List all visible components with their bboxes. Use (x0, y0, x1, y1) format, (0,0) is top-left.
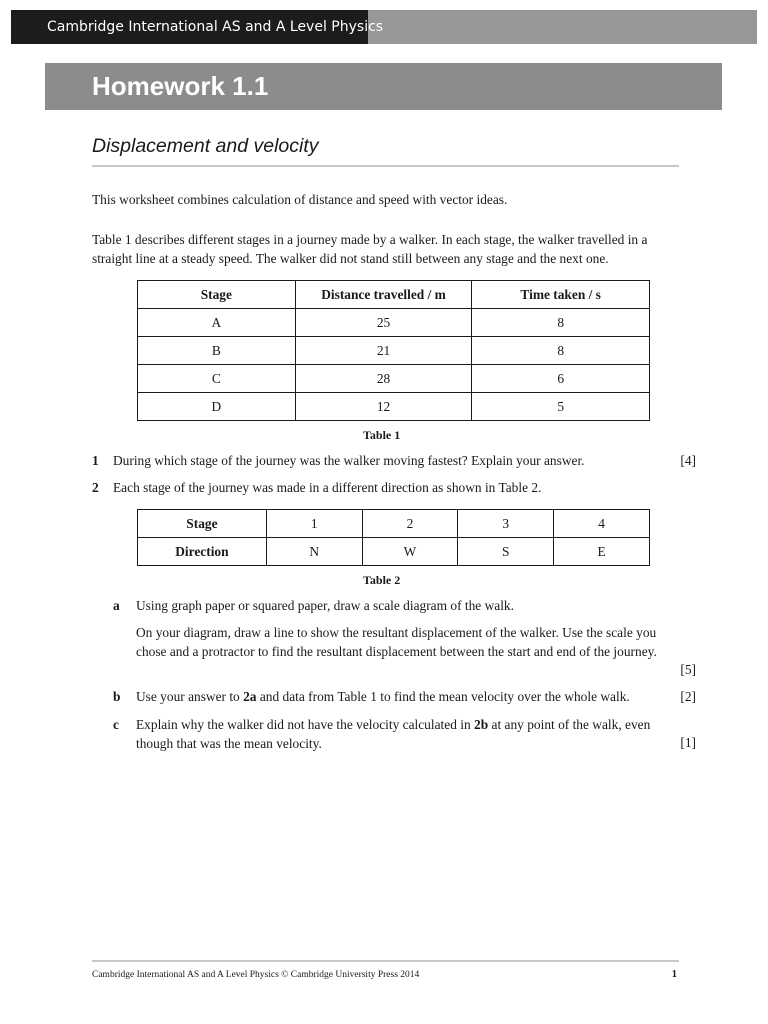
table-1-header-distance: Distance travelled / m (295, 281, 472, 309)
question-2-text: Each stage of the journey was made in a different direction as shown in Table 2. (113, 480, 542, 495)
question-2b-text (136, 688, 666, 707)
question-2b-text-pre: Use your answer to (136, 689, 244, 704)
table-cell: 12 (295, 393, 472, 421)
intro-paragraph-1: This worksheet combines calculation of distance and speed with vector ideas. (92, 192, 508, 207)
table-row (138, 337, 650, 365)
table-1-header-stage: Stage (138, 281, 296, 309)
table-cell: 21 (295, 337, 472, 365)
table-cell: W (362, 538, 458, 566)
table-2-stage-row (138, 510, 650, 538)
table-1-header-time: Time taken / s (472, 281, 650, 309)
footer-copyright: Cambridge International AS and A Level Physics © Cambridge University Press 2014 (92, 970, 420, 980)
page-title: Homework 1.1 (45, 63, 722, 110)
table-2-direction-label: Direction (138, 538, 267, 566)
table-row (138, 309, 650, 337)
table-cell: 28 (295, 365, 472, 393)
footer-divider (92, 960, 679, 962)
question-1-text: During which stage of the journey was the walker moving fastest? Explain your answer. (113, 453, 585, 468)
table-cell: 2 (362, 510, 458, 538)
question-2c-letter: c (113, 717, 119, 732)
question-2a-text-2: On your diagram, draw a line to show the resultant displacement of the walker. Use the scale you chose and a protractor to find the resultant displacement between the start and end of the journey. (136, 625, 657, 659)
table-1-caption: Table 1 (363, 428, 401, 442)
question-2c-text-pre: Explain why the walker did not have the velocity calculated in (136, 717, 475, 732)
table-cell: D (138, 393, 296, 421)
table-2-stage-label: Stage (138, 510, 267, 538)
page-number: 1 (671, 969, 677, 980)
question-2b-ref: 2a (243, 689, 257, 704)
question-2-number: 2 (92, 480, 99, 495)
table-cell: 5 (472, 393, 650, 421)
table-2-direction-row (138, 538, 650, 566)
question-2c-marks: [1] (680, 735, 696, 750)
series-title: Cambridge International AS and A Level Physics (11, 10, 368, 44)
table-1 (137, 280, 650, 421)
subtitle-divider (92, 165, 679, 167)
table-cell: B (138, 337, 296, 365)
question-2c-text (136, 716, 666, 753)
table-2-caption: Table 2 (363, 573, 401, 587)
question-2a-letter: a (113, 598, 120, 613)
table-1-header-row (138, 281, 650, 309)
table-row (138, 365, 650, 393)
table-cell: 3 (458, 510, 554, 538)
question-2b-letter: b (113, 689, 121, 704)
table-cell: A (138, 309, 296, 337)
table-cell: C (138, 365, 296, 393)
table-cell: 8 (472, 309, 650, 337)
question-2b-text-post: and data from Table 1 to find the mean velocity over the whole walk. (256, 689, 630, 704)
question-2a-marks: [5] (680, 662, 696, 677)
worksheet-subtitle: Displacement and velocity (92, 135, 319, 157)
table-cell: 8 (472, 337, 650, 365)
question-1-number: 1 (92, 453, 99, 468)
table-cell: 25 (295, 309, 472, 337)
table-cell: N (266, 538, 362, 566)
question-1-marks: [4] (680, 453, 696, 468)
table-cell: E (554, 538, 650, 566)
table-cell: 1 (266, 510, 362, 538)
question-2a-text-1: Using graph paper or squared paper, draw a scale diagram of the walk. (136, 598, 514, 613)
question-2c-ref: 2b (474, 717, 489, 732)
table-cell: 6 (472, 365, 650, 393)
intro-paragraph-2: Table 1 describes different stages in a journey made by a walker. In each stage, the walker travelled in a straight line at a steady speed. The walker did not stand still between any stage and the next one. (92, 232, 648, 266)
table-2 (137, 509, 650, 566)
table-cell: S (458, 538, 554, 566)
table-cell: 4 (554, 510, 650, 538)
question-2b-marks: [2] (680, 689, 696, 704)
question-2c-text-post: at any point of the walk, even though that was the mean velocity. (136, 717, 651, 751)
table-row (138, 393, 650, 421)
